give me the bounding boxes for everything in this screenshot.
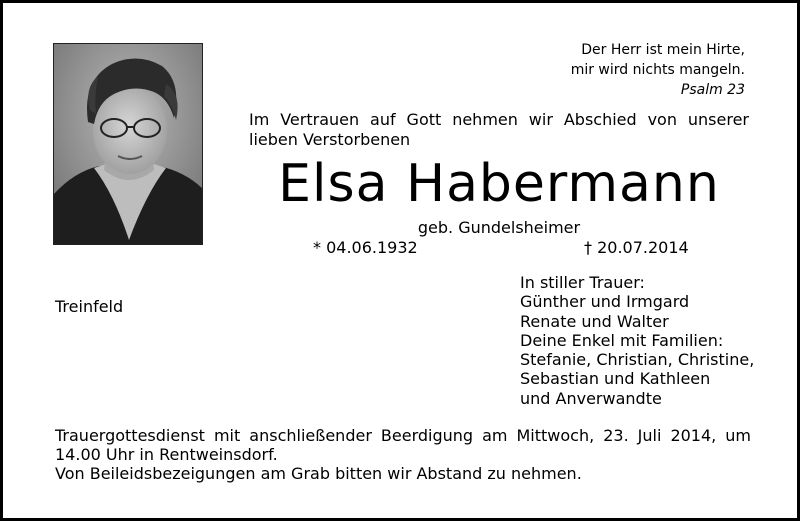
mourner-line: Deine Enkel mit Familien:	[520, 330, 724, 350]
service-details: Trauergottesdienst mit anschließender Beerdigung am Mittwoch, 23. Juli 2014, um 14.00 Uhr in Rentweinsdorf.	[55, 426, 751, 464]
mourners-heading: In stiller Trauer:	[520, 273, 645, 292]
mourner-line: Günther und Irmgard	[520, 292, 690, 312]
psalm-reference: Psalm 23	[680, 82, 745, 98]
mourner-line: Renate und Walter	[520, 311, 669, 331]
mourner-line: und Anverwandte	[520, 388, 662, 408]
psalm-line: mir wird nichts mangeln.	[570, 62, 745, 78]
place-name: Treinfeld	[55, 297, 124, 316]
maiden-name: geb. Gundelsheimer	[417, 218, 581, 237]
deceased-name: Elsa Habermann	[278, 154, 720, 214]
mourner-line: Stefanie, Christian, Christine,	[520, 350, 755, 370]
funeral-service-info	[55, 426, 751, 483]
mourners-list	[520, 273, 754, 408]
death-date: † 20.07.2014	[584, 238, 689, 257]
psalm-line: Der Herr ist mein Hirte,	[581, 42, 745, 58]
intro-text: Im Vertrauen auf Gott nehmen wir Abschied von unserer lieben Verstorbenen	[249, 110, 749, 149]
psalm-quote	[571, 40, 745, 100]
mourner-line: Sebastian und Kathleen	[520, 369, 711, 389]
birth-date: * 04.06.1932	[313, 238, 418, 257]
portrait-photo	[53, 43, 203, 245]
condolence-note: Von Beileidsbezeigungen am Grab bitten wir Abstand zu nehmen.	[55, 464, 582, 483]
